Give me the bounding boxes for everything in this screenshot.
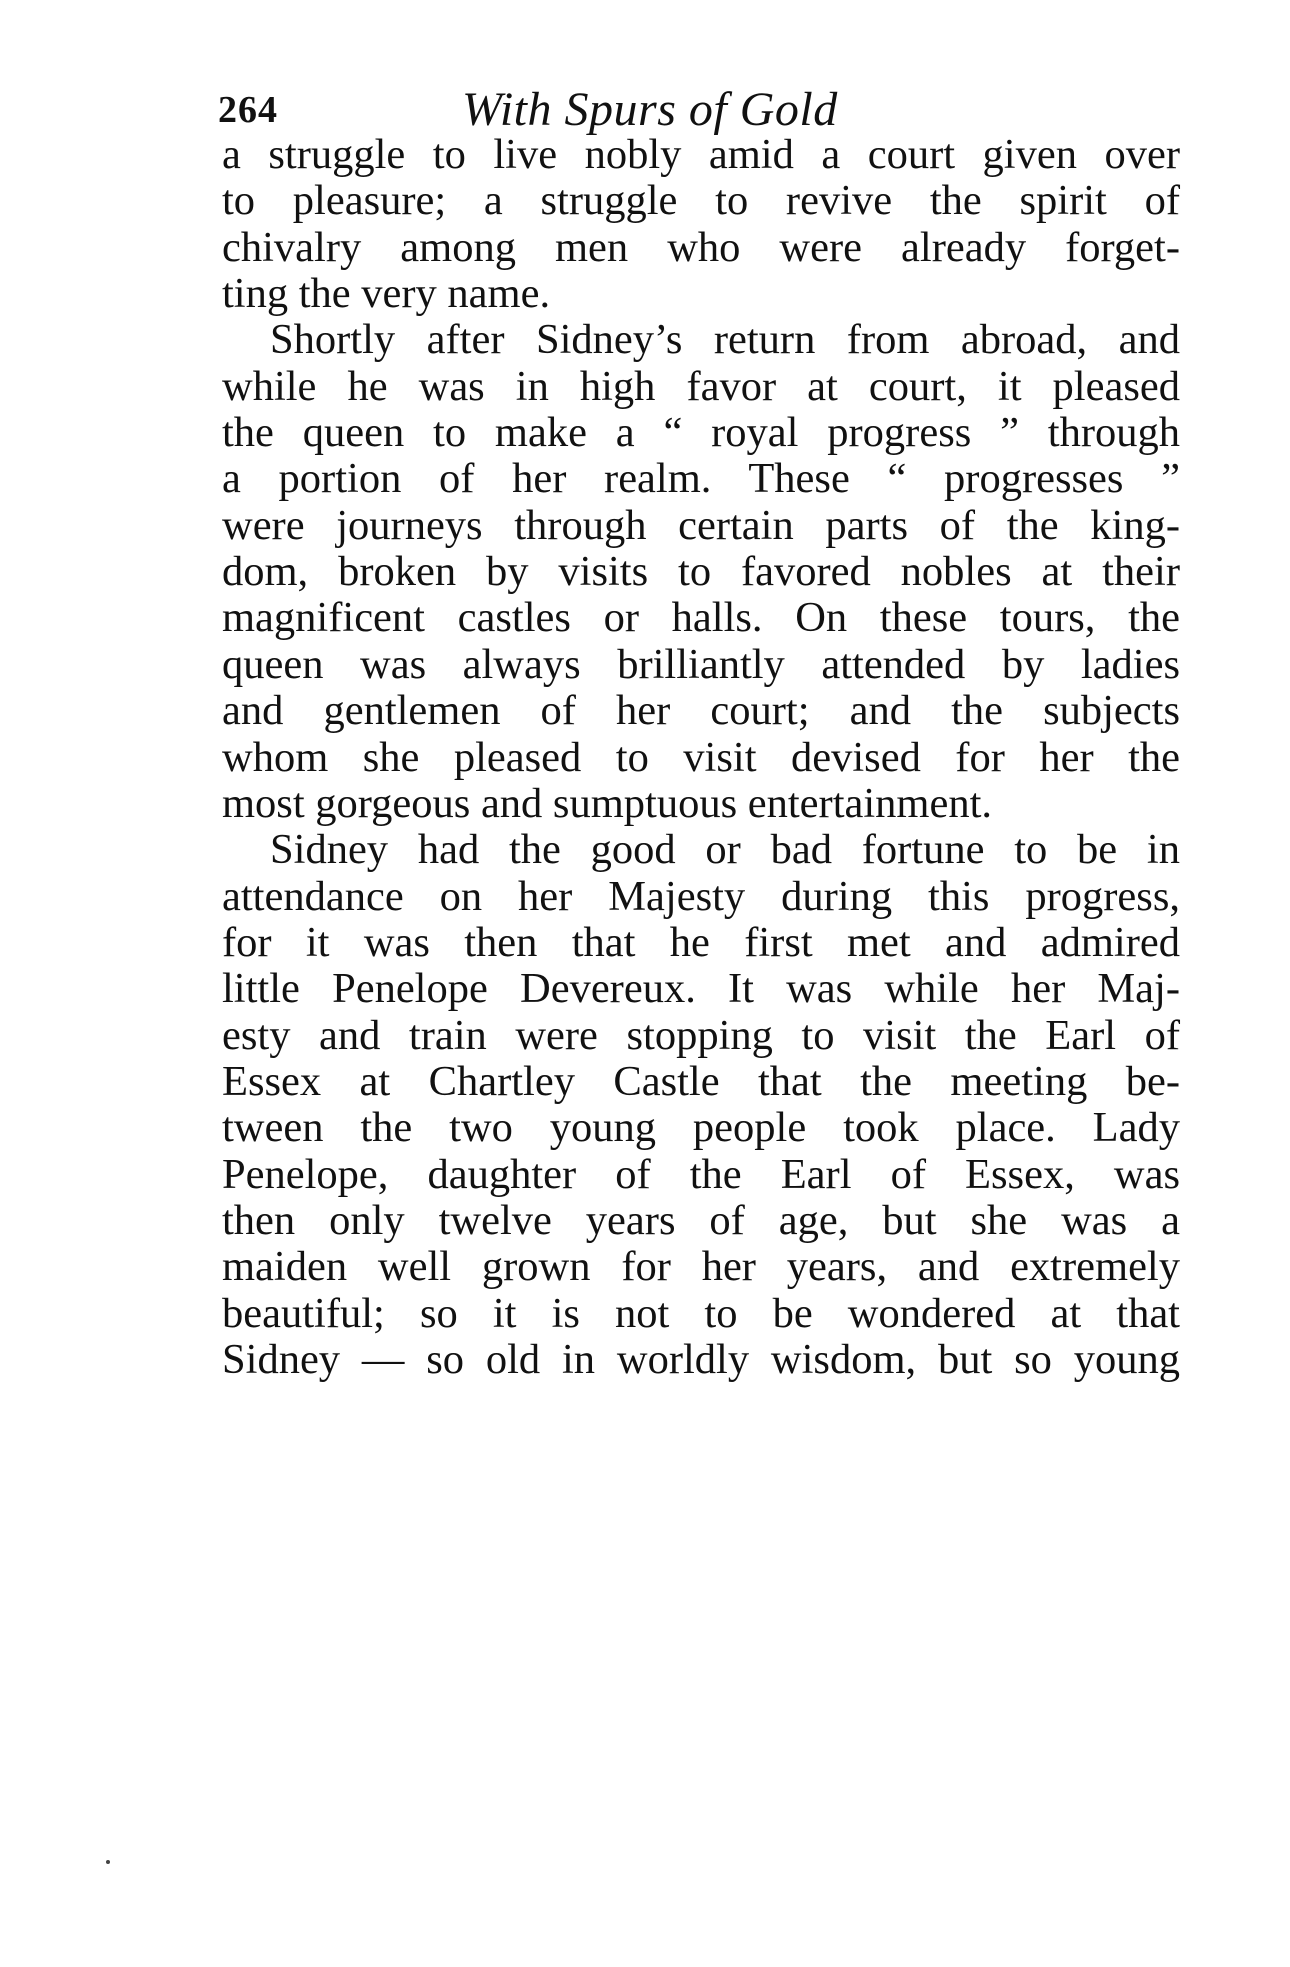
text-line: were journeys through certain parts of the king- xyxy=(222,502,1180,549)
text-line: attendance on her Majesty during this progress, xyxy=(222,873,1180,920)
text-line: while he was in high favor at court, it pleased xyxy=(222,363,1180,410)
text-line: beautiful; so it is not to be wondered at that xyxy=(222,1290,1180,1337)
text-line: a struggle to live nobly amid a court given over xyxy=(222,131,1180,178)
text-line: Essex at Chartley Castle that the meeting be- xyxy=(222,1058,1180,1105)
text-line: Sidney had the good or bad fortune to be in xyxy=(270,826,1180,873)
text-line: little Penelope Devereux. It was while her Maj- xyxy=(222,965,1180,1012)
text-line: most gorgeous and sumptuous entertainment. xyxy=(222,780,993,827)
text-line: and gentlemen of her court; and the subjects xyxy=(222,687,1180,734)
text-line: a portion of her realm. These “ progresses ” xyxy=(222,455,1180,502)
text-line: queen was always brilliantly attended by ladies xyxy=(222,641,1180,688)
page-number: 264 xyxy=(218,89,278,131)
text-line: esty and train were stopping to visit the Earl of xyxy=(222,1012,1180,1059)
text-line: maiden well grown for her years, and extremely xyxy=(222,1243,1180,1290)
text-line: Sidney — so old in worldly wisdom, but so young xyxy=(222,1336,1180,1383)
paper-speck xyxy=(106,1860,110,1864)
text-line: Penelope, daughter of the Earl of Essex, was xyxy=(222,1151,1180,1198)
text-line: whom she pleased to visit devised for her the xyxy=(222,734,1180,781)
text-line: for it was then that he first met and admired xyxy=(222,919,1180,966)
text-line: dom, broken by visits to favored nobles at their xyxy=(222,548,1180,595)
text-line: ting the very name. xyxy=(222,270,551,317)
text-line: Shortly after Sidney’s return from abroad, and xyxy=(270,316,1180,363)
running-title: With Spurs of Gold xyxy=(462,83,838,136)
text-line: chivalry among men who were already forget- xyxy=(222,224,1180,271)
text-line: then only twelve years of age, but she was a xyxy=(222,1197,1180,1244)
text-line: to pleasure; a struggle to revive the spirit of xyxy=(222,177,1180,224)
text-line: tween the two young people took place. Lady xyxy=(222,1104,1180,1151)
text-line: magnificent castles or halls. On these tours, the xyxy=(222,594,1180,641)
text-line: the queen to make a “ royal progress ” through xyxy=(222,409,1180,456)
